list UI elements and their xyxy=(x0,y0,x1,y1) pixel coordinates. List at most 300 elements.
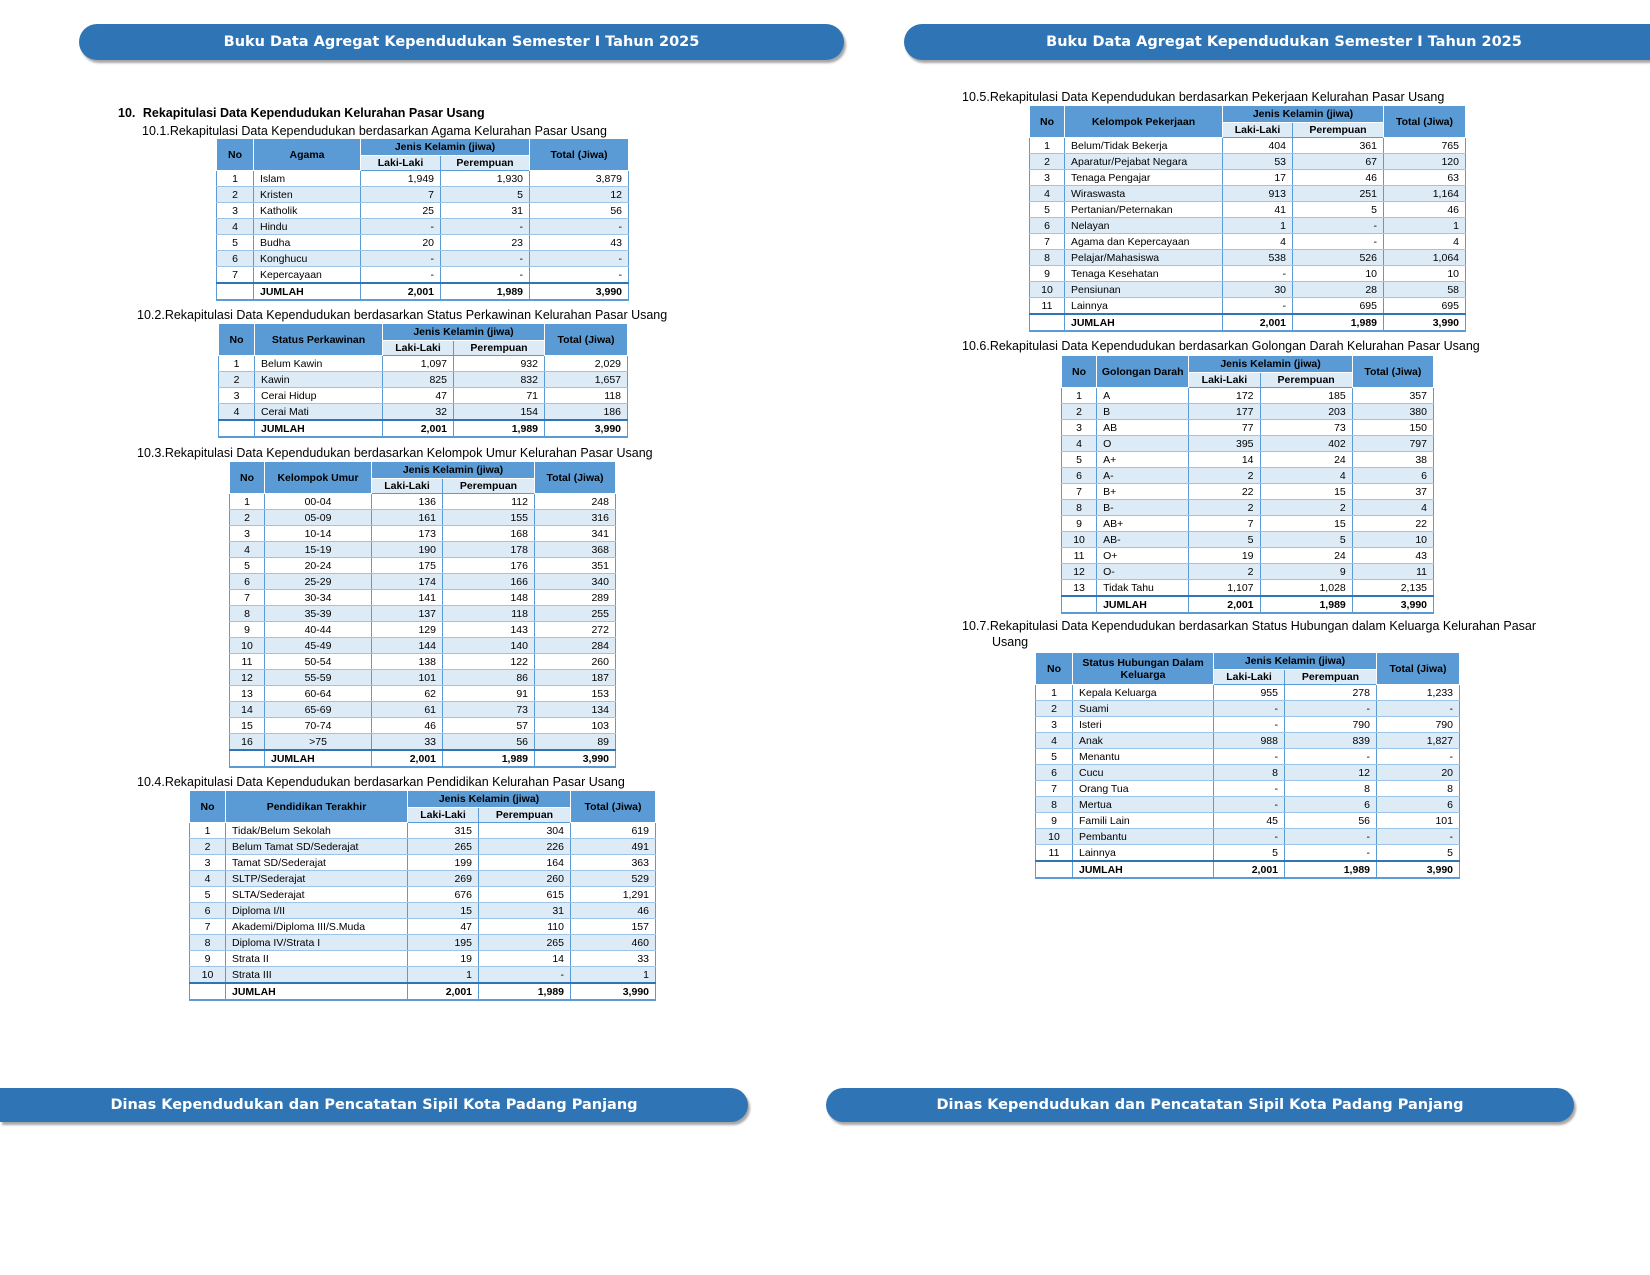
cell-total: 43 xyxy=(1352,548,1433,564)
cell-laki-laki: 173 xyxy=(372,526,443,542)
cell-laki-laki: - xyxy=(1214,717,1285,733)
cell-laki-laki: 141 xyxy=(372,590,443,606)
cell-perempuan: 203 xyxy=(1260,404,1352,420)
table-row xyxy=(230,542,616,558)
cell-perempuan: 260 xyxy=(479,871,571,887)
cell-total: 368 xyxy=(535,542,616,558)
table-row xyxy=(1030,282,1466,298)
cell-category: Famili Lain xyxy=(1073,813,1214,829)
cell-perempuan: 110 xyxy=(479,919,571,935)
table-golongan-darah xyxy=(1061,355,1434,614)
cell-total: 380 xyxy=(1352,404,1433,420)
cell-total-perempuan: 1,989 xyxy=(441,283,530,300)
cell-perempuan: 86 xyxy=(443,670,535,686)
cell-perempuan: - xyxy=(441,267,530,284)
cell-no: 10 xyxy=(1030,282,1065,298)
cell-total: - xyxy=(1377,829,1460,845)
subtitle-umur xyxy=(137,445,653,461)
subtitle-text: Rekapitulasi Data Kependudukan berdasarkan Kelompok Umur Kelurahan Pasar Usang xyxy=(164,446,653,460)
cell-total-laki-laki: 2,001 xyxy=(372,750,443,767)
cell-category: Menantu xyxy=(1073,749,1214,765)
cell-category: 70-74 xyxy=(265,718,372,734)
table-row xyxy=(1030,234,1466,250)
cell-total-laki-laki: 2,001 xyxy=(383,420,454,437)
cell-no: 9 xyxy=(230,622,265,638)
cell-no: 7 xyxy=(1062,484,1097,500)
cell-total: 5 xyxy=(1377,845,1460,862)
header-perempuan: Perempuan xyxy=(1285,670,1377,685)
cell-category: Agama dan Kepercayaan xyxy=(1065,234,1223,250)
cell-category: Kepercayaan xyxy=(254,267,361,284)
cell-total: 1,233 xyxy=(1377,685,1460,701)
cell-total: 157 xyxy=(571,919,656,935)
cell-category: Budha xyxy=(254,235,361,251)
header-perempuan: Perempuan xyxy=(1260,373,1352,388)
table-status-hubungan xyxy=(1035,652,1460,879)
header-jenis-kelamin: Jenis Kelamin (jiwa) xyxy=(408,791,571,808)
table-row xyxy=(1062,388,1434,404)
cell-perempuan: - xyxy=(1285,845,1377,862)
cell-total: 316 xyxy=(535,510,616,526)
cell-no: 5 xyxy=(1062,452,1097,468)
cell-total: 103 xyxy=(535,718,616,734)
table-row xyxy=(1036,765,1460,781)
cell-category: Orang Tua xyxy=(1073,781,1214,797)
table-total-row xyxy=(1036,861,1460,878)
cell-no-empty xyxy=(217,283,254,300)
cell-no: 4 xyxy=(230,542,265,558)
table-row xyxy=(1030,202,1466,218)
header-no: No xyxy=(230,462,265,494)
cell-laki-laki: 61 xyxy=(372,702,443,718)
cell-total: 10 xyxy=(1384,266,1466,282)
subtitle-text: Rekapitulasi Data Kependudukan berdasarkan Status Hubungan dalam Keluarga Kelurahan Pasar xyxy=(989,619,1537,633)
subtitle-number: 10.3. xyxy=(137,446,165,460)
cell-perempuan: 615 xyxy=(479,887,571,903)
cell-no: 8 xyxy=(230,606,265,622)
cell-total-laki-laki: 2,001 xyxy=(1223,314,1293,331)
cell-no: 8 xyxy=(1036,797,1073,813)
cell-total-total: 3,990 xyxy=(1384,314,1466,331)
table-row xyxy=(219,356,628,372)
cell-no: 12 xyxy=(230,670,265,686)
subtitle-text: Rekapitulasi Data Kependudukan berdasarkan Status Perkawinan Kelurahan Pasar Usang xyxy=(164,308,668,322)
table-row xyxy=(1030,298,1466,315)
cell-perempuan: - xyxy=(1285,701,1377,717)
cell-total: 3,879 xyxy=(530,171,629,187)
cell-perempuan: 2 xyxy=(1260,500,1352,516)
cell-laki-laki: 1 xyxy=(1223,218,1293,234)
table-row xyxy=(1030,138,1466,154)
cell-total: 619 xyxy=(571,823,656,839)
cell-perempuan: 57 xyxy=(443,718,535,734)
cell-perempuan: 4 xyxy=(1260,468,1352,484)
cell-laki-laki: - xyxy=(1223,298,1293,315)
cell-laki-laki: 33 xyxy=(372,734,443,751)
header-jenis-kelamin: Jenis Kelamin (jiwa) xyxy=(1223,106,1384,123)
header-category: Status Perkawinan xyxy=(255,324,383,356)
table-row xyxy=(230,686,616,702)
cell-perempuan: 46 xyxy=(1293,170,1384,186)
cell-perempuan: 148 xyxy=(443,590,535,606)
cell-category: B+ xyxy=(1097,484,1189,500)
cell-category: 00-04 xyxy=(265,494,372,510)
cell-no: 15 xyxy=(230,718,265,734)
footer-banner-left: Dinas Kependudukan dan Pencatatan Sipil Kota Padang Panjang xyxy=(0,1088,748,1122)
cell-no: 7 xyxy=(217,267,254,284)
cell-category: Cerai Hidup xyxy=(255,388,383,404)
cell-total: 357 xyxy=(1352,388,1433,404)
cell-category: Katholik xyxy=(254,203,361,219)
cell-perempuan: 56 xyxy=(443,734,535,751)
cell-perempuan: 143 xyxy=(443,622,535,638)
cell-total: 6 xyxy=(1377,797,1460,813)
cell-no: 10 xyxy=(1036,829,1073,845)
cell-category: Kawin xyxy=(255,372,383,388)
subtitle-text: Rekapitulasi Data Kependudukan berdasarkan Pendidikan Kelurahan Pasar Usang xyxy=(164,775,625,789)
header-perempuan: Perempuan xyxy=(443,479,535,494)
cell-laki-laki: 77 xyxy=(1189,420,1260,436)
cell-no-empty xyxy=(1036,861,1073,878)
table-total-row xyxy=(190,983,656,1000)
cell-laki-laki: 195 xyxy=(408,935,479,951)
cell-total: 289 xyxy=(535,590,616,606)
cell-category: Suami xyxy=(1073,701,1214,717)
header-no: No xyxy=(190,791,226,823)
cell-category: 40-44 xyxy=(265,622,372,638)
header-category: Golongan Darah xyxy=(1097,356,1189,388)
cell-total-total: 3,990 xyxy=(1352,596,1433,613)
cell-category: AB+ xyxy=(1097,516,1189,532)
cell-no: 2 xyxy=(190,839,226,855)
cell-jumlah-label: JUMLAH xyxy=(226,983,408,1000)
cell-laki-laki: 138 xyxy=(372,654,443,670)
cell-perempuan: 1,028 xyxy=(1260,580,1352,597)
header-total: Total (Jiwa) xyxy=(1384,106,1466,138)
cell-category: Aparatur/Pejabat Negara xyxy=(1065,154,1223,170)
header-category: Status Hubungan Dalam Keluarga xyxy=(1073,653,1214,685)
cell-laki-laki: 174 xyxy=(372,574,443,590)
table-row xyxy=(217,251,629,267)
cell-category: Pertanian/Peternakan xyxy=(1065,202,1223,218)
subtitle-text: Rekapitulasi Data Kependudukan berdasarkan Agama Kelurahan Pasar Usang xyxy=(169,124,607,138)
cell-perempuan: 12 xyxy=(1285,765,1377,781)
cell-total: 341 xyxy=(535,526,616,542)
cell-no: 5 xyxy=(1036,749,1073,765)
cell-total: 284 xyxy=(535,638,616,654)
cell-category: Strata II xyxy=(226,951,408,967)
cell-category: Strata III xyxy=(226,967,408,984)
cell-perempuan: 14 xyxy=(479,951,571,967)
cell-total: 1 xyxy=(1384,218,1466,234)
table-row xyxy=(190,855,656,871)
cell-jumlah-label: JUMLAH xyxy=(1097,596,1189,613)
cell-category: Isteri xyxy=(1073,717,1214,733)
cell-no: 3 xyxy=(1062,420,1097,436)
cell-category: Kepala Keluarga xyxy=(1073,685,1214,701)
cell-laki-laki: 676 xyxy=(408,887,479,903)
cell-total-perempuan: 1,989 xyxy=(1293,314,1384,331)
cell-perempuan: - xyxy=(1285,749,1377,765)
table-total-row xyxy=(1062,596,1434,613)
cell-category: Diploma I/II xyxy=(226,903,408,919)
subtitle-number: 10.4. xyxy=(137,775,165,789)
table-row xyxy=(230,526,616,542)
header-laki-laki: Laki-Laki xyxy=(383,341,454,356)
table-row xyxy=(1036,797,1460,813)
table-row xyxy=(230,622,616,638)
cell-perempuan: 265 xyxy=(479,935,571,951)
cell-category: Lainnya xyxy=(1065,298,1223,315)
cell-jumlah-label: JUMLAH xyxy=(255,420,383,437)
cell-total: 2,135 xyxy=(1352,580,1433,597)
cell-perempuan: 226 xyxy=(479,839,571,855)
header-banner-left: Buku Data Agregat Kependudukan Semester I Tahun 2025 xyxy=(79,24,844,60)
cell-no: 4 xyxy=(190,871,226,887)
cell-laki-laki: 265 xyxy=(408,839,479,855)
cell-perempuan: 91 xyxy=(443,686,535,702)
cell-laki-laki: 4 xyxy=(1223,234,1293,250)
cell-no: 7 xyxy=(230,590,265,606)
cell-category: 60-64 xyxy=(265,686,372,702)
cell-category: Pelajar/Mahasiswa xyxy=(1065,250,1223,266)
header-no: No xyxy=(1030,106,1065,138)
cell-no: 14 xyxy=(230,702,265,718)
cell-total: 765 xyxy=(1384,138,1466,154)
cell-laki-laki: 2 xyxy=(1189,500,1260,516)
cell-laki-laki: - xyxy=(1214,749,1285,765)
table-row xyxy=(217,267,629,284)
cell-no: 3 xyxy=(219,388,255,404)
cell-perempuan: 251 xyxy=(1293,186,1384,202)
cell-total: 255 xyxy=(535,606,616,622)
subtitle-number: 10.7. xyxy=(962,619,990,633)
cell-perempuan: 695 xyxy=(1293,298,1384,315)
header-perempuan: Perempuan xyxy=(479,808,571,823)
table-total-row xyxy=(217,283,629,300)
cell-laki-laki: 19 xyxy=(408,951,479,967)
cell-perempuan: 71 xyxy=(454,388,545,404)
table-row xyxy=(217,219,629,235)
cell-total: 10 xyxy=(1352,532,1433,548)
cell-no: 16 xyxy=(230,734,265,751)
cell-total: 363 xyxy=(571,855,656,871)
cell-laki-laki: - xyxy=(361,267,441,284)
cell-perempuan: 278 xyxy=(1285,685,1377,701)
cell-total: 186 xyxy=(545,404,628,421)
cell-category: Konghucu xyxy=(254,251,361,267)
subtitle-pendidikan xyxy=(137,774,625,790)
cell-total-total: 3,990 xyxy=(530,283,629,300)
table-row xyxy=(1062,420,1434,436)
cell-laki-laki: 15 xyxy=(408,903,479,919)
cell-no: 3 xyxy=(1036,717,1073,733)
cell-total: 529 xyxy=(571,871,656,887)
cell-laki-laki: - xyxy=(1214,797,1285,813)
cell-perempuan: 9 xyxy=(1260,564,1352,580)
table-row xyxy=(1030,154,1466,170)
cell-no: 4 xyxy=(1030,186,1065,202)
cell-perempuan: - xyxy=(441,251,530,267)
cell-category: AB xyxy=(1097,420,1189,436)
cell-laki-laki: 17 xyxy=(1223,170,1293,186)
cell-category: Cerai Mati xyxy=(255,404,383,421)
cell-category: 05-09 xyxy=(265,510,372,526)
cell-total: 11 xyxy=(1352,564,1433,580)
table-row xyxy=(1062,452,1434,468)
cell-no: 9 xyxy=(1036,813,1073,829)
table-row xyxy=(230,734,616,751)
subtitle-text-line2: Usang xyxy=(992,635,1029,649)
cell-laki-laki: 538 xyxy=(1223,250,1293,266)
cell-total-laki-laki: 2,001 xyxy=(408,983,479,1000)
cell-category: B- xyxy=(1097,500,1189,516)
header-perempuan: Perempuan xyxy=(454,341,545,356)
header-no: No xyxy=(217,139,254,171)
cell-perempuan: 5 xyxy=(441,187,530,203)
cell-no: 4 xyxy=(1036,733,1073,749)
cell-category: 65-69 xyxy=(265,702,372,718)
cell-category: Diploma IV/Strata I xyxy=(226,935,408,951)
table-row xyxy=(230,638,616,654)
cell-laki-laki: 7 xyxy=(1189,516,1260,532)
table-row xyxy=(1036,701,1460,717)
cell-total: 58 xyxy=(1384,282,1466,298)
table-row xyxy=(1062,516,1434,532)
table-row xyxy=(1062,484,1434,500)
cell-no: 1 xyxy=(217,171,254,187)
cell-no: 2 xyxy=(230,510,265,526)
cell-total: 1,291 xyxy=(571,887,656,903)
header-category: Kelompok Pekerjaan xyxy=(1065,106,1223,138)
cell-no-empty xyxy=(230,750,265,767)
cell-perempuan: 23 xyxy=(441,235,530,251)
table-total-row xyxy=(219,420,628,437)
cell-laki-laki: - xyxy=(1214,781,1285,797)
cell-category: Islam xyxy=(254,171,361,187)
cell-no: 4 xyxy=(219,404,255,421)
table-row xyxy=(230,590,616,606)
cell-no: 7 xyxy=(1030,234,1065,250)
cell-category: Anak xyxy=(1073,733,1214,749)
cell-perempuan: 15 xyxy=(1260,516,1352,532)
cell-laki-laki: 47 xyxy=(383,388,454,404)
cell-total: 248 xyxy=(535,494,616,510)
table-row xyxy=(1030,170,1466,186)
cell-total: 6 xyxy=(1352,468,1433,484)
table-row xyxy=(190,823,656,839)
table-row xyxy=(1062,564,1434,580)
cell-category: 25-29 xyxy=(265,574,372,590)
cell-no: 4 xyxy=(217,219,254,235)
table-row xyxy=(217,235,629,251)
cell-total: 790 xyxy=(1377,717,1460,733)
cell-category: A xyxy=(1097,388,1189,404)
cell-perempuan: 6 xyxy=(1285,797,1377,813)
cell-laki-laki: 1,107 xyxy=(1189,580,1260,597)
cell-total: 118 xyxy=(545,388,628,404)
cell-category: 10-14 xyxy=(265,526,372,542)
table-row xyxy=(230,606,616,622)
cell-no: 5 xyxy=(217,235,254,251)
cell-laki-laki: 1,949 xyxy=(361,171,441,187)
cell-perempuan: 73 xyxy=(443,702,535,718)
cell-laki-laki: 2 xyxy=(1189,564,1260,580)
table-row xyxy=(230,494,616,510)
cell-no: 3 xyxy=(1030,170,1065,186)
cell-no: 1 xyxy=(1030,138,1065,154)
header-laki-laki: Laki-Laki xyxy=(361,156,441,171)
section-number: 10. xyxy=(118,106,136,120)
table-row xyxy=(217,171,629,187)
subtitle-number: 10.2. xyxy=(137,308,165,322)
table-row xyxy=(1062,580,1434,597)
cell-jumlah-label: JUMLAH xyxy=(1065,314,1223,331)
subtitle-agama xyxy=(142,123,607,139)
header-total: Total (Jiwa) xyxy=(1377,653,1460,685)
cell-total: - xyxy=(1377,701,1460,717)
header-laki-laki: Laki-Laki xyxy=(408,808,479,823)
cell-total-perempuan: 1,989 xyxy=(1260,596,1352,613)
cell-perempuan: 839 xyxy=(1285,733,1377,749)
cell-no-empty xyxy=(219,420,255,437)
cell-no: 9 xyxy=(190,951,226,967)
table-row xyxy=(1036,749,1460,765)
cell-no: 1 xyxy=(1062,388,1097,404)
cell-total: - xyxy=(530,219,629,235)
cell-laki-laki: 47 xyxy=(408,919,479,935)
cell-laki-laki: 2 xyxy=(1189,468,1260,484)
cell-category: 45-49 xyxy=(265,638,372,654)
cell-total: - xyxy=(1377,749,1460,765)
table-row xyxy=(230,510,616,526)
cell-total: 1,827 xyxy=(1377,733,1460,749)
cell-total: 150 xyxy=(1352,420,1433,436)
cell-perempuan: 56 xyxy=(1285,813,1377,829)
cell-category: Tidak Tahu xyxy=(1097,580,1189,597)
cell-total: 797 xyxy=(1352,436,1433,452)
cell-laki-laki: 144 xyxy=(372,638,443,654)
cell-category: O+ xyxy=(1097,548,1189,564)
cell-total: 20 xyxy=(1377,765,1460,781)
cell-laki-laki: - xyxy=(1214,701,1285,717)
cell-perempuan: 31 xyxy=(479,903,571,919)
table-row xyxy=(1036,733,1460,749)
table-row xyxy=(1062,468,1434,484)
cell-total: 1 xyxy=(571,967,656,984)
cell-laki-laki: 913 xyxy=(1223,186,1293,202)
cell-category: Tenaga Kesehatan xyxy=(1065,266,1223,282)
table-row xyxy=(1062,404,1434,420)
table-row xyxy=(230,670,616,686)
cell-total: 260 xyxy=(535,654,616,670)
cell-laki-laki: 45 xyxy=(1214,813,1285,829)
cell-no: 2 xyxy=(217,187,254,203)
cell-no: 11 xyxy=(1030,298,1065,315)
cell-total-laki-laki: 2,001 xyxy=(361,283,441,300)
cell-no: 11 xyxy=(1062,548,1097,564)
subtitle-text: Rekapitulasi Data Kependudukan berdasarkan Pekerjaan Kelurahan Pasar Usang xyxy=(989,90,1445,104)
header-no: No xyxy=(219,324,255,356)
cell-no: 4 xyxy=(1062,436,1097,452)
header-no: No xyxy=(1036,653,1073,685)
cell-laki-laki: 404 xyxy=(1223,138,1293,154)
table-row xyxy=(1036,829,1460,845)
footer-banner-right: Dinas Kependudukan dan Pencatatan Sipil Kota Padang Panjang xyxy=(826,1088,1574,1122)
cell-category: Nelayan xyxy=(1065,218,1223,234)
cell-total: 351 xyxy=(535,558,616,574)
cell-total-total: 3,990 xyxy=(571,983,656,1000)
